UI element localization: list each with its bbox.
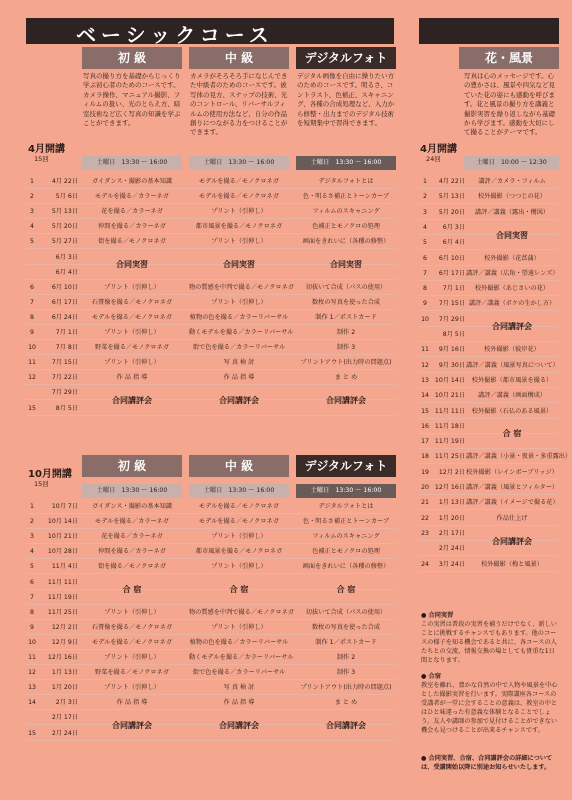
session-b: プリント（引伸し）: [211, 533, 267, 541]
row-date: 5月 20日: [51, 223, 78, 231]
flower-title: 花・風景: [459, 47, 559, 69]
row-date: 6月 4日: [55, 268, 78, 276]
session-a: 街を撮る／モノクロネガ: [98, 238, 166, 246]
flower-row-date: 11月 19日: [434, 438, 465, 446]
session-a: 野菜を撮る／モノクロネガ: [94, 669, 169, 677]
session-c: 制作 2: [336, 654, 356, 661]
session-a: 街を撮る／モノクロネガ: [98, 563, 166, 571]
row-date: 12月 2日: [51, 623, 78, 631]
flower-row-date: 6月 3日: [442, 223, 465, 231]
course-title-3: デジタルフォト: [296, 47, 396, 69]
row-date: 6月 10日: [51, 283, 78, 291]
session-c: 合同講評会: [326, 720, 366, 730]
flower-row-date: 8月 5日: [442, 331, 465, 338]
note-body: この実習は普段の実習を補うだけでなく、新しいことに挑戦するチャンスでもあります。他のコースの様子を知る機会であると共に、各コースの人たちとの交流、情報交換の場としても貴重な1日間となります。: [421, 621, 557, 664]
session-c: ま と め: [334, 699, 358, 707]
flower-session: 校外撮影（花菖蒲）: [484, 254, 540, 262]
row-number: 7: [30, 298, 34, 306]
row-number: 15: [28, 404, 36, 412]
session-b: 合 宿: [229, 585, 249, 595]
flower-session: 合同実習: [496, 230, 528, 240]
flower-row-date: 9月 30日: [438, 361, 465, 369]
flower-row-number: 1: [423, 178, 427, 185]
session-c: 画面をきれいに（各種の修整）: [302, 238, 390, 246]
row-number: 11: [28, 359, 36, 367]
session-b: プリント（引伸し）: [211, 238, 267, 246]
row-number: 2: [30, 193, 34, 201]
flower-row-date: 7月 29日: [438, 315, 465, 323]
session-c: 制作 1／ポストカード: [315, 638, 377, 646]
session-b: モデルを撮る／モノクロネガ: [199, 193, 279, 201]
schedule-2: 土曜日 13:30 ～ 16:00: [189, 156, 289, 170]
note-block: [421, 611, 561, 665]
flower-session: 校外撮影（梅と風景）: [481, 560, 543, 568]
flower-session: 講評／カメラ・フィルム: [478, 178, 546, 185]
row-number: 15: [28, 729, 36, 737]
session-c: 数枚の写真を使った合成: [311, 298, 381, 306]
session-c: 合同実習: [330, 260, 362, 270]
session-b: 作 品 指 導: [223, 699, 255, 707]
session-a: ガイダンス・撮影の基本知識: [91, 178, 173, 185]
session-a: 作 品 指 導: [116, 699, 148, 707]
session-b: モデルを撮る／モノクロネガ: [199, 178, 279, 185]
flower-row-number: 10: [421, 315, 429, 323]
session-c: フィルムのスキャニング: [312, 533, 380, 541]
flower-session: 講評／講義（風景とフィルター）: [466, 484, 559, 491]
row-number: 3: [30, 208, 34, 216]
flower-row-number: 13: [421, 376, 429, 384]
flower-row-number: 24: [421, 560, 429, 568]
flower-row-date: 2月 24日: [438, 545, 465, 553]
row-date: 2月 3日: [55, 699, 78, 707]
session-b: 街で色を撮る／カラーリバーサル: [192, 669, 286, 677]
flower-session: 校外撮影（あじさいの花）: [474, 285, 550, 293]
row-date: 12月 16日: [47, 654, 78, 661]
flower-row-number: 20: [421, 484, 429, 491]
session-c: プリントアウト(出力時の問題点): [300, 684, 392, 692]
session-b: 写 真 検 討: [223, 359, 255, 367]
session-b: 植物の色を撮る／カラーリバーサル: [189, 638, 289, 646]
session-b: 物の質感を中判で撮る／モノクロネガ: [189, 608, 294, 616]
row-date: 11月 11日: [47, 578, 78, 586]
course-title-3: デジタルフォト: [296, 455, 396, 477]
flower-session: 講評／講義（画面構成）: [477, 392, 547, 400]
schedule-3: 土曜日 13:30 ～ 16:00: [296, 484, 396, 498]
session-c: プリントアウト(出力時の問題点): [300, 359, 392, 367]
flower-session: 校外撮影（レインボーブリッジ）: [466, 468, 558, 476]
session-a: 野菜を撮る／モノクロネガ: [94, 344, 169, 352]
session-c: 色補正とモノクロの処理: [312, 223, 380, 231]
row-date: 7月 22日: [51, 374, 78, 382]
session-c: 合 宿: [336, 585, 356, 595]
session-b: プリント（引伸し）: [211, 298, 267, 306]
session-c: 色補正とモノクロの処理: [312, 548, 380, 556]
session-b: 街で色を撮る／カラーリバーサル: [192, 344, 286, 352]
note-heading: ● 合同実習: [421, 612, 454, 619]
session-a: プリント（引伸し）: [104, 608, 160, 616]
session-a: 花を撮る／カラーネガ: [101, 208, 163, 216]
row-number: 11: [28, 654, 36, 661]
flower-row-date: 6月 17日: [438, 269, 465, 277]
session-c: 制作 3: [336, 344, 356, 352]
session-a: プリント（引伸し）: [104, 283, 160, 291]
row-date: 1月 13日: [51, 669, 78, 677]
session-count: 15回: [34, 480, 49, 488]
session-c: 制作 2: [336, 329, 356, 336]
session-a: プリント（引伸し）: [104, 329, 160, 336]
session-b: 合同実習: [223, 260, 255, 270]
flower-row-date: 10月 14日: [434, 376, 465, 384]
row-number: 10: [28, 638, 36, 646]
row-date: 10月 7日: [51, 503, 78, 510]
flower-row-date: 7月 1日: [442, 285, 465, 293]
row-date: 10月 28日: [47, 548, 78, 556]
session-a: ガイダンス・撮影の基本知識: [91, 503, 173, 510]
row-date: 10月 14日: [47, 518, 78, 526]
flower-row-number: 8: [423, 285, 427, 293]
note-block: [421, 672, 561, 735]
schedule-2: 土曜日 13:30 ～ 16:00: [189, 484, 289, 498]
session-c: デジタルフォトとは: [318, 178, 374, 185]
flower-row-number: 17: [421, 438, 429, 446]
row-number: 1: [30, 503, 34, 510]
flower-row-date: 5月 13日: [438, 193, 465, 201]
row-date: 11月 25日: [47, 608, 78, 616]
start-month: 4月開講: [420, 144, 457, 155]
row-date: 11月 19日: [47, 593, 78, 601]
session-c: 切抜いて合成（パスの使用）: [305, 608, 387, 616]
session-c: 合同講評会: [326, 395, 366, 405]
row-date: 6月 17日: [51, 298, 78, 306]
session-b: 都市風景を撮る／モノクロネガ: [195, 548, 283, 556]
session-a: プリント（引伸し）: [104, 359, 160, 367]
session-a: 合同講評会: [112, 720, 152, 730]
course-title-2: 中 級: [189, 47, 289, 69]
row-number: 14: [28, 699, 36, 707]
flower-row-number: 23: [421, 529, 429, 537]
row-number: 10: [28, 344, 36, 352]
session-b: 写 真 検 討: [223, 684, 255, 692]
session-a: 花を撮る／カラーネガ: [101, 533, 163, 541]
course-desc-1: 写真の撮り方を基礎からじっくり学ぶ初心者のためのコースです。カメラ操作、マニュアル撮影、フィルムの扱い、光のとらえ方、暗室技術など広く写真の知識を学ぶことができます。: [83, 72, 181, 128]
note-body: 教室を離れ、豊かな自然の中で人物や風景を中心とした撮影実習を行います。実際講座各コースの受講者が一堂に会することの意義は、教室の中とはひと味違った有意義な体験となることでしょう。友人や講師の参加で見付けることができない機会も見つけることが出来るチャンスです。: [421, 682, 558, 734]
session-c: フィルムのスキャニング: [312, 208, 380, 216]
course-desc-3: デジタル画像を自由に操りたい方のためのコースです。明るさ、コントラスト、色補正、スキャニング、各種の合成処理など、入力から修整・出力までのデジタル技術を短期集中で習得できます。: [297, 72, 395, 128]
row-date: 10月 21日: [47, 533, 78, 541]
flower-session: 校外撮影（都市風景を撮る）: [471, 376, 553, 384]
row-number: 9: [30, 329, 34, 336]
note-heading: ● 合同実習、合宿、合同講評会の詳細については、受講開始以降に別途お知らせいたします。: [421, 755, 553, 771]
session-b: 物の質感を中判で撮る／モノクロネガ: [189, 283, 294, 291]
session-b: モデルを撮る／モノクロネガ: [199, 503, 279, 510]
flower-session: 作品仕上げ: [496, 514, 528, 522]
row-date: 12月 9日: [51, 638, 78, 646]
row-number: 12: [28, 669, 36, 677]
session-a: プリント（引伸し）: [104, 654, 160, 661]
flower-schedule: 土曜日 10:00 ～ 12:30: [464, 156, 559, 170]
flower-row-date: 5月 20日: [438, 208, 465, 216]
row-number: 4: [30, 548, 34, 556]
course-title-2: 中 級: [189, 455, 289, 477]
row-number: 3: [30, 533, 34, 541]
row-date: 7月 8日: [55, 344, 78, 352]
session-b: プリント（引伸し）: [211, 208, 267, 216]
flower-row-number: 4: [423, 223, 427, 231]
session-a: 合同講評会: [112, 395, 152, 405]
row-number: 12: [28, 374, 36, 382]
session-b: 動くモデルを撮る／カラーリバーサル: [189, 654, 294, 661]
flower-row-number: 22: [421, 514, 429, 522]
row-date: 5月 13日: [51, 208, 78, 216]
session-c: 制作 3: [336, 669, 356, 677]
session-a: モデルを撮る／モノクロネガ: [92, 638, 172, 646]
session-b: 植物の色を撮る／カラーリバーサル: [189, 313, 289, 321]
row-date: 2月 17日: [51, 714, 78, 722]
flower-row-number: 6: [423, 254, 427, 262]
flower-row-date: 6月 4日: [442, 239, 465, 247]
session-b: 作 品 指 導: [223, 374, 255, 382]
flower-row-number: 21: [421, 499, 429, 507]
row-date: 6月 3日: [55, 253, 78, 261]
session-a: 合同実習: [116, 260, 148, 270]
session-a: モデルを撮る／カラーネガ: [95, 518, 169, 526]
flower-row-number: 3: [423, 208, 427, 216]
session-count: 24回: [426, 155, 441, 163]
flower-session: 校外撮影（つつじの花）: [477, 193, 547, 201]
session-a: モデルを撮る／カラーネガ: [95, 193, 169, 201]
session-b: プリント（引伸し）: [211, 623, 267, 631]
course-desc-2: カメラがそろそろ手になじんできた中級者のためのコースです。被写体の見方、スナップの技術、光のコントロール、リバーサルフィルムの使用方法など、自分の作品創りにつながる力をつけることができます。: [190, 72, 288, 137]
row-number: 8: [30, 608, 34, 616]
row-number: 4: [30, 223, 34, 231]
session-c: 切抜いて合成（パスの使用）: [305, 283, 387, 291]
flower-row-date: 9月 16日: [438, 346, 465, 354]
flower-row-date: 7月 15日: [438, 300, 465, 308]
flower-session: 合同講評会: [492, 536, 532, 546]
flower-row-date: 11月 25日: [434, 453, 465, 461]
course-title-1: 初 級: [82, 47, 182, 69]
session-a: 石膏像を撮る／モノクロネガ: [91, 298, 173, 306]
session-c: 画面をきれいに（各種の修整）: [302, 563, 390, 571]
flower-session: 校外撮影（彼岸花）: [484, 346, 540, 354]
flower-session: 講評／講義（小景・夜景・多重露出）: [466, 453, 572, 461]
row-date: 2月 24日: [51, 729, 78, 737]
schedule-3: 土曜日 13:30 ～ 16:00: [296, 156, 396, 170]
flower-session: 講評／講義（ボケの生かし方）: [468, 300, 556, 308]
note-heading: ● 合宿: [421, 673, 441, 680]
flower-title-bar: [419, 18, 559, 44]
flower-row-date: 1月 13日: [438, 499, 465, 507]
row-number: 5: [30, 238, 34, 246]
session-c: ま と め: [334, 374, 358, 382]
start-label: [28, 145, 80, 164]
flower-desc: 写真は心のメッセージです。心の豊かさは、風景や四気など見ていた花の姿にも感動を呼びます。花と風景の撮り方を講義と撮影実習を繰り返しながら基礎から学びます。感動を大切にして撮ることがテーマです。: [464, 72, 555, 137]
row-number: 9: [30, 623, 34, 631]
start-label: [28, 470, 80, 489]
row-date: 4月 22日: [51, 178, 78, 185]
row-date: 5月 6日: [55, 193, 78, 201]
main-title-bar: [26, 18, 394, 47]
flower-row-number: 19: [421, 468, 429, 476]
start-month: 4月開講: [28, 144, 65, 155]
row-number: 1: [30, 178, 34, 185]
session-count: 15回: [34, 155, 49, 163]
start-month: 10月開講: [28, 469, 72, 480]
row-date: 5月 27日: [51, 238, 78, 246]
row-date: 8月 5日: [55, 404, 78, 412]
flower-row-date: 2月 17日: [438, 529, 465, 537]
session-b: 動くモデルを撮る／カラーリバーサル: [189, 329, 294, 336]
flower-start-label: [420, 145, 464, 164]
flower-row-number: 7: [423, 269, 427, 277]
session-a: プリント（引伸し）: [104, 684, 160, 692]
flower-session: 校外撮影（石仏のある風景）: [471, 407, 553, 415]
session-c: 制作 1／ポストカード: [315, 313, 377, 321]
page-title: ベーシックコース: [76, 23, 274, 47]
schedule-1: 土曜日 13:30 ～ 16:00: [82, 156, 182, 170]
flower-row-number: 9: [423, 300, 427, 308]
row-number: 8: [30, 313, 34, 321]
flower-row-date: 11月 11日: [434, 407, 465, 415]
flower-row-date: 11月 18日: [434, 422, 465, 430]
session-a: 石膏像を撮る／モノクロネガ: [91, 623, 173, 631]
row-date: 7月 1日: [55, 329, 78, 336]
flower-session: 講評／講義（露出・構図）: [474, 208, 550, 216]
flower-row-number: 15: [421, 407, 429, 415]
flower-session: 合同講評会: [492, 322, 532, 332]
session-a: 作 品 指 導: [116, 374, 148, 382]
session-c: 色・明るさ補正とトーンカーブ: [302, 193, 390, 201]
schedule-1: 土曜日 13:30 ～ 16:00: [82, 484, 182, 498]
row-number: 13: [28, 684, 36, 692]
flower-row-date: 1月 20日: [438, 514, 465, 522]
flower-row-number: 18: [421, 453, 429, 461]
flower-row-number: 14: [421, 392, 429, 400]
row-date: 7月 15日: [51, 359, 78, 367]
course-title-1: 初 級: [82, 455, 182, 477]
session-b: モデルを撮る／モノクロネガ: [199, 518, 279, 526]
flower-row-number: 5: [423, 239, 427, 247]
row-date: 7月 29日: [51, 389, 78, 397]
flower-row-date: 4月 22日: [438, 178, 465, 185]
row-number: 2: [30, 518, 34, 526]
flower-row-number: 2: [423, 193, 427, 201]
flower-row-date: 3月 24日: [438, 560, 465, 568]
flower-row-number: 11: [421, 346, 429, 354]
row-date: 1月 20日: [51, 684, 78, 692]
session-c: デジタルフォトとは: [318, 503, 374, 510]
session-a: 合 宿: [122, 585, 142, 595]
flower-session: 講評／講義（イメージで撮る花）: [466, 499, 559, 507]
session-c: 色・明るさ補正とトーンカーブ: [302, 518, 390, 526]
row-number: 7: [30, 593, 34, 601]
flower-row-date: 12月 16日: [434, 484, 465, 491]
flower-session: 合 宿: [502, 429, 522, 439]
row-date: 6月 24日: [51, 313, 78, 321]
flower-session: 講評／講義（広角・望遠レンズ）: [466, 269, 559, 277]
row-number: 6: [30, 283, 34, 291]
session-c: 数枚の写真を使った合成: [311, 623, 381, 631]
flower-row-number: 12: [421, 361, 429, 369]
session-b: 合同講評会: [219, 720, 259, 730]
row-date: 11月 4日: [51, 563, 78, 571]
session-a: 仲間を撮る／カラーネガ: [98, 223, 166, 231]
session-b: 都市風景を撮る／モノクロネガ: [195, 223, 283, 231]
session-b: プリント（引伸し）: [211, 563, 267, 571]
flower-row-date: 10月 21日: [434, 392, 465, 400]
note-block: [421, 754, 561, 772]
row-number: 5: [30, 563, 34, 571]
session-b: 合同講評会: [219, 395, 259, 405]
row-number: 6: [30, 578, 34, 586]
session-a: モデルを撮る／モノクロネガ: [92, 313, 172, 321]
session-a: 仲間を撮る／カラーネガ: [98, 548, 166, 556]
flower-row-date: 12月 2日: [438, 468, 465, 476]
flower-session: 講評／講義（風景写真について）: [466, 361, 559, 369]
flower-row-date: 6月 10日: [438, 254, 465, 262]
flower-row-number: 16: [421, 422, 429, 430]
